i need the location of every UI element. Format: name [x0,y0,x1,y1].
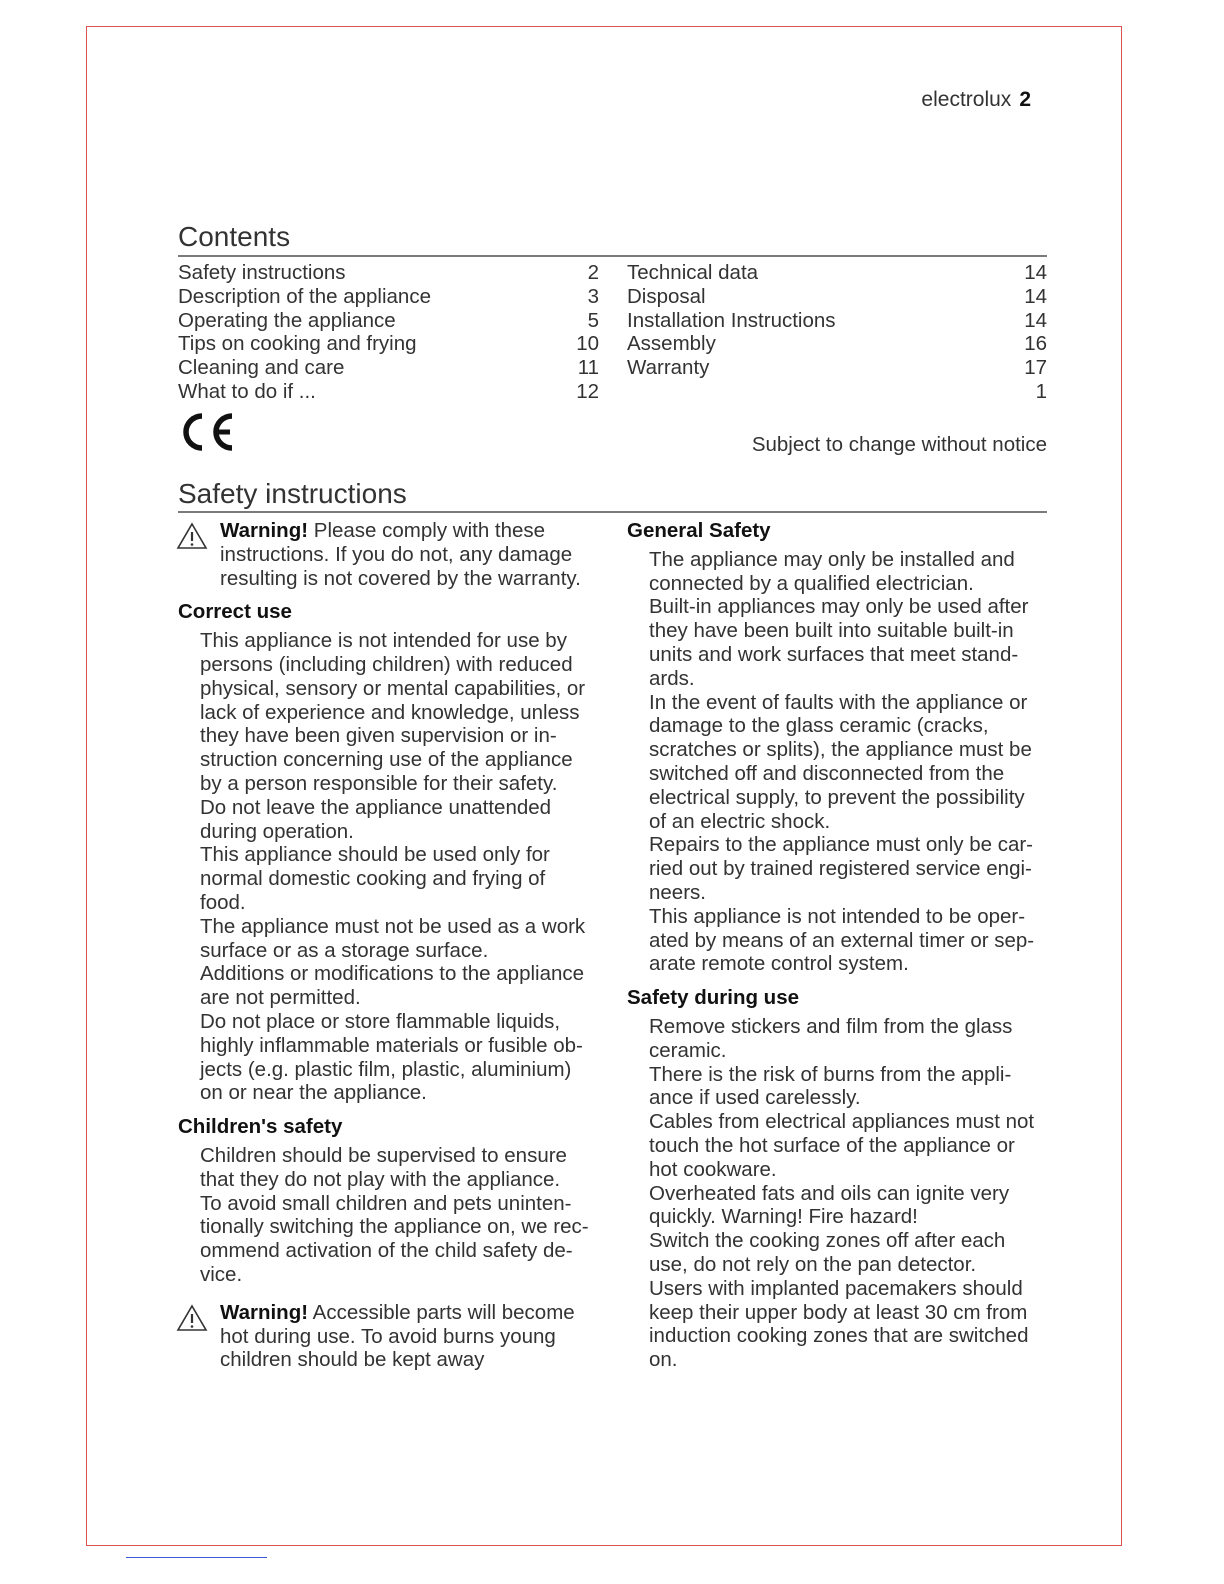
childrens-safety-heading: Children's safety [178,1115,343,1139]
toc-item-page: 14 [1024,284,1047,308]
warning-text: Please comply with these [313,519,546,542]
text-line: that they do not play with the appliance. [200,1167,561,1191]
safety-title: Safety instructions [178,478,407,509]
ce-mark-icon [178,410,238,454]
warning-text: Accessible parts will become [312,1300,575,1324]
toc-item[interactable] [178,356,599,380]
toc-item[interactable] [178,332,599,356]
toc-item[interactable] [627,332,1047,356]
change-notice: Subject to change without notice [751,433,1047,456]
warning-block [178,519,599,590]
safety-left-column [178,519,599,1372]
toc-item-page: 11 [577,356,599,380]
text-line: ance if used carelessly. [649,1086,861,1110]
toc-item[interactable] [627,285,1047,309]
text-line: ards. [649,666,695,690]
text-line: Remove stickers and film from the glass [649,1014,1013,1038]
text-line: This appliance is not intended to be oper- [649,904,1026,928]
text-line: Built-in appliances may only be used after [649,595,1029,619]
text-line: during operation. [200,819,354,843]
toc-item[interactable] [178,380,599,404]
childrens-safety-body [200,1144,599,1287]
toc-item-page: 14 [1024,308,1047,332]
text-line: This appliance should be used only for [200,843,550,867]
text-line: use, do not rely on the pan detector. [649,1252,977,1276]
text-line: touch the hot surface of the appliance or [649,1133,1015,1157]
text-line: tionally switching the appliance on, we rec- [200,1215,589,1239]
text-line: Repairs to the appliance must only be car- [649,833,1034,857]
text-line: struction concerning use of the appliance [200,748,573,772]
toc-item[interactable] [627,309,1047,333]
text-line: Children should be supervised to ensure [200,1143,567,1167]
toc-item-label: Disposal [627,284,706,308]
text-line: they have been built into suitable built-in [649,619,1014,643]
warning-line [220,1301,599,1325]
text-line: induction cooking zones that are switched [649,1324,1029,1348]
text-line: switched off and disconnected from the [649,761,1005,785]
toc-item-page: 5 [587,308,599,332]
toc-item-page: 17 [1024,356,1047,380]
warning-line: children should be kept away [220,1348,485,1372]
toc-item[interactable] [627,261,1047,285]
text-line: food. [200,890,246,914]
warning-label: Warning! [220,519,309,542]
toc-right-column [627,261,1047,404]
text-line: highly inflammable materials or fusible ob- [200,1033,583,1057]
text-line: hot cookware. [649,1157,777,1181]
link-underline [126,1557,267,1558]
contents-title: Contents [178,221,291,252]
toc-item-label: Assembly [627,332,716,356]
correct-use-body [200,629,599,1105]
general-safety-body [649,548,1048,976]
text-line: vice. [200,1262,243,1286]
toc-item-label: Description of the appliance [178,284,431,308]
toc-item[interactable] [178,285,599,309]
toc-item-page: 10 [576,332,599,356]
text-line: ommend activation of the child safety de- [200,1239,573,1263]
text-line: they have been given supervision or in- [200,724,557,748]
text-line: normal domestic cooking and frying of [200,867,546,891]
toc-item-label: Warranty [627,356,710,380]
text-line: on or near the appliance. [200,1081,427,1105]
toc-item-page: 3 [587,284,599,308]
warning-triangle-icon [176,522,208,550]
toc-left-column [178,261,599,404]
text-line: This appliance is not intended for use by [200,629,567,653]
warning-line: hot during use. To avoid burns young [220,1324,556,1348]
safety-right-column [627,519,1048,1372]
toc-item-page: 2 [587,261,599,284]
toc-item-label: Safety instructions [178,261,346,284]
text-line: damage to the glass ceramic (cracks, [649,714,989,738]
text-line: by a person responsible for their safety. [200,771,558,795]
toc-item[interactable] [178,309,599,333]
text-line: To avoid small children and pets uninten- [200,1191,572,1215]
toc-item-page: 1 [1035,379,1047,403]
text-line: ceramic. [649,1038,727,1062]
warning-line: instructions. If you do not, any damage [220,542,573,566]
contents-rule [178,255,1047,257]
text-line: The appliance may only be installed and [649,547,1015,571]
toc-item[interactable] [627,380,1047,404]
toc-item-page: 16 [1024,332,1047,356]
text-line: keep their upper body at least 30 cm from [649,1300,1028,1324]
warning-block [178,1301,599,1372]
warning-triangle-icon [176,1304,208,1332]
text-line: connected by a qualified electrician. [649,571,974,595]
text-line: ried out by trained registered service engi- [649,857,1032,881]
text-line: arate remote control system. [649,952,909,976]
text-line: There is the risk of burns from the appli- [649,1062,1012,1086]
text-line: persons (including children) with reduced [200,652,573,676]
safety-during-use-heading: Safety during use [627,986,800,1010]
text-line: In the event of faults with the appliance or [649,690,1028,714]
text-line: physical, sensory or mental capabilities, or [200,676,586,700]
toc-item-label: Cleaning and care [178,356,345,380]
text-line: Overheated fats and oils can ignite very [649,1181,1010,1205]
toc-item-label: What to do if ... [178,379,316,403]
text-line: Do not place or store flammable liquids, [200,1009,561,1033]
text-line: on. [649,1348,678,1372]
page-header [921,88,1031,112]
text-line: scratches or splits), the appliance must be [649,738,1032,762]
text-line: are not permitted. [200,986,361,1010]
safety-during-use-body [649,1015,1048,1372]
warning-label: Warning! [220,1300,309,1324]
general-safety-heading: General Safety [627,519,771,542]
brand-name: electrolux [921,88,1012,111]
toc-item-label: Technical data [627,261,759,284]
toc-item-label: Tips on cooking and frying [178,332,417,356]
text-line: jects (e.g. plastic film, plastic, aluminium) [200,1057,572,1081]
text-line: surface or as a storage surface. [200,938,489,962]
text-line: Additions or modifications to the appliance [200,962,585,986]
toc-item[interactable] [627,356,1047,380]
text-line: electrical supply, to prevent the possibility [649,785,1025,809]
text-line: of an electric shock. [649,809,831,833]
text-line: The appliance must not be used as a work [200,914,586,938]
toc-item-label: Installation Instructions [627,308,836,332]
text-line: quickly. Warning! Fire hazard! [649,1205,918,1229]
text-line: Switch the cooking zones off after each [649,1229,1006,1253]
text-line: neers. [649,880,706,904]
toc-item-page: 14 [1024,261,1047,284]
toc-item-page: 12 [576,379,599,403]
safety-rule [178,511,1047,513]
text-line: Cables from electrical appliances must not [649,1110,1035,1134]
toc-item-label: Operating the appliance [178,308,396,332]
text-line: ated by means of an external timer or sep- [649,928,1035,952]
warning-line: resulting is not covered by the warranty. [220,566,581,590]
page-number: 2 [1019,88,1031,111]
text-line: Users with implanted pacemakers should [649,1276,1023,1300]
text-line: units and work surfaces that meet stand- [649,642,1019,666]
text-line: Do not leave the appliance unattended [200,795,552,819]
toc-item[interactable] [178,261,599,285]
warning-line [220,519,599,543]
text-line: lack of experience and knowledge, unless [200,700,580,724]
correct-use-heading: Correct use [178,600,292,624]
